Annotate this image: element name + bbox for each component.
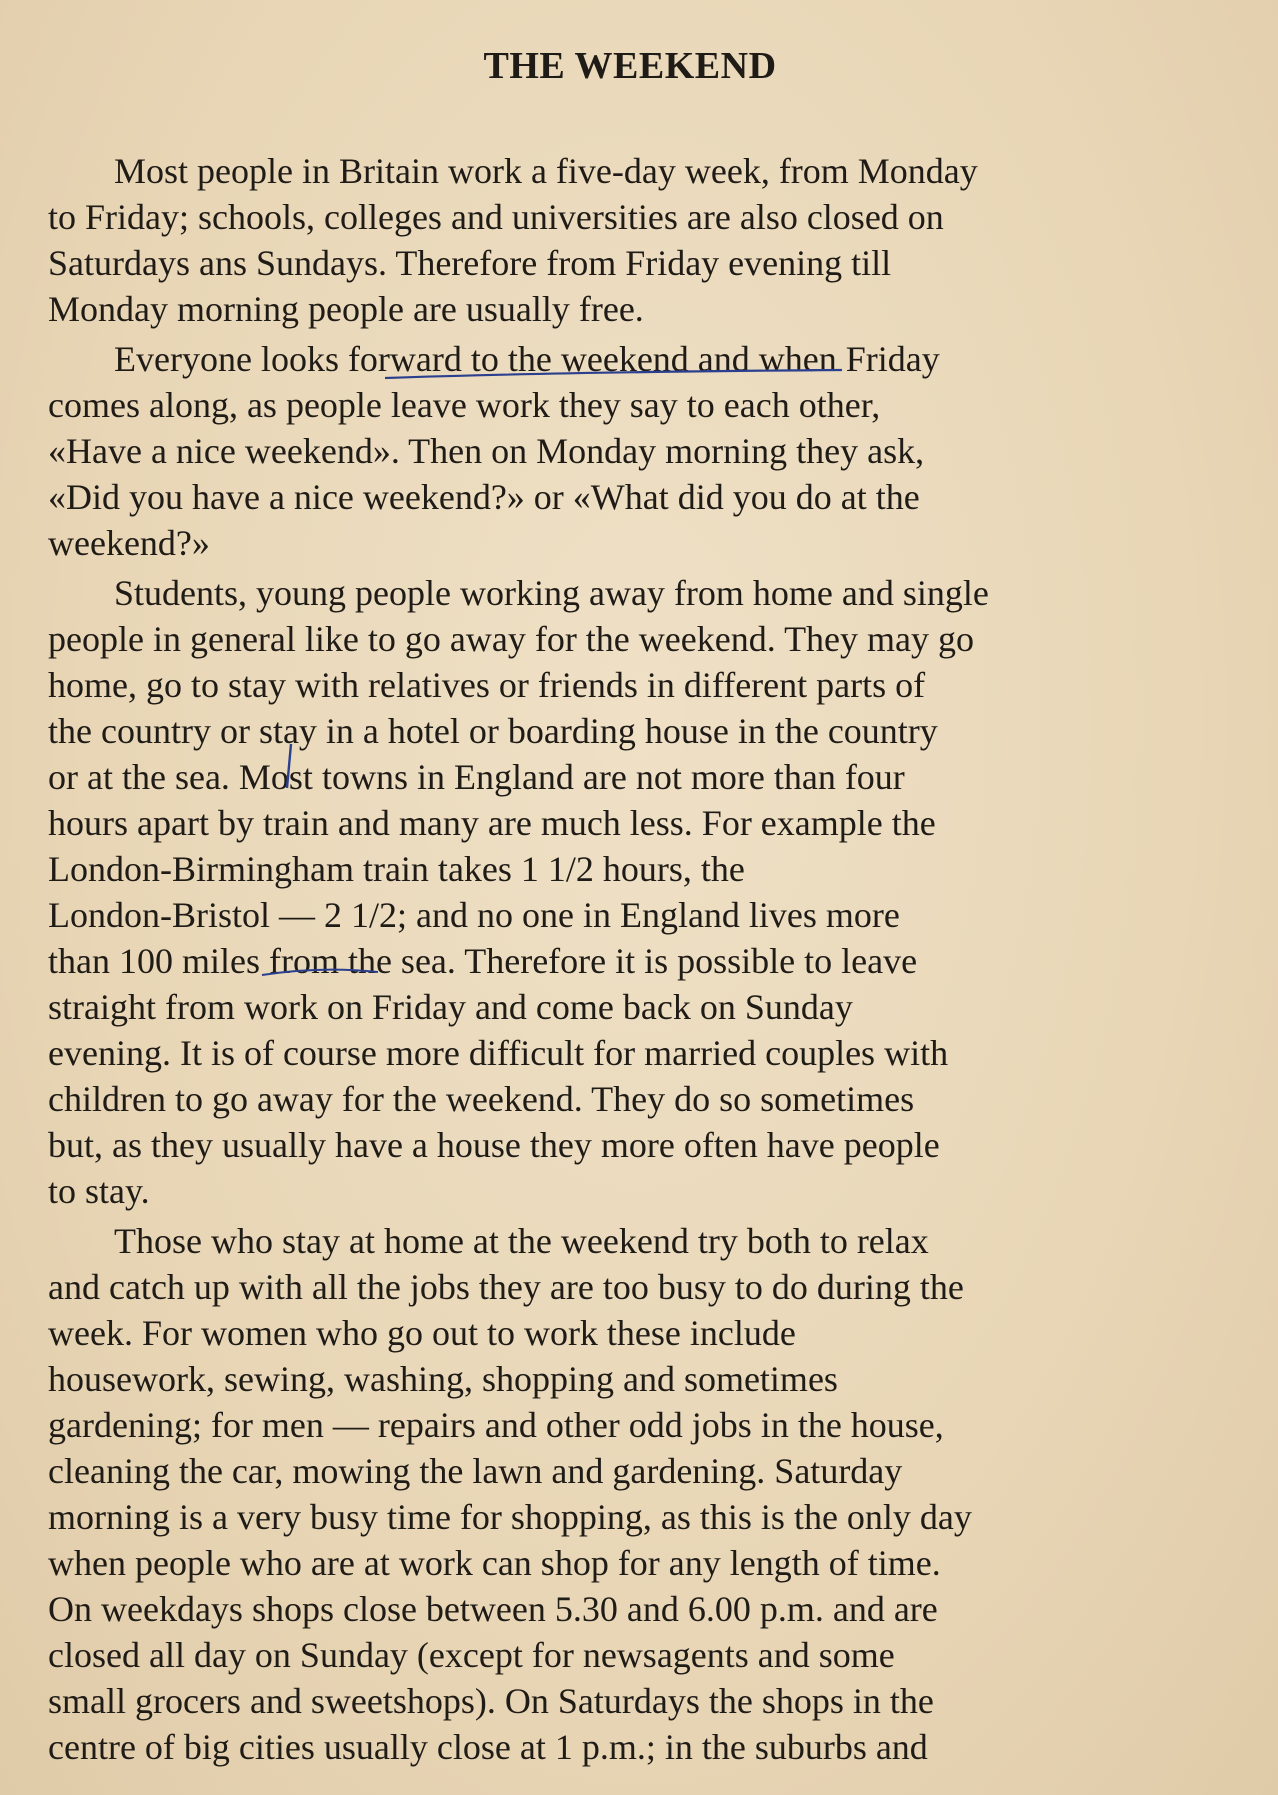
text-line: small grocers and sweetshops). On Saturdays the shops in the	[48, 1681, 934, 1721]
text-line: home, go to stay with relatives or friends in different parts of	[48, 665, 926, 705]
text-line: cleaning the car, mowing the lawn and gardening. Saturday	[48, 1451, 903, 1491]
text-line: centre of big cities usually close at 1 p.m.; in the suburbs and	[48, 1727, 928, 1767]
text-line: Monday morning people are usually free.	[48, 289, 644, 329]
page-title: THE WEEKEND	[483, 45, 777, 87]
text-line: On weekdays shops close between 5.30 and 6.00 p.m. and are	[48, 1589, 938, 1629]
text-line: gardening; for men — repairs and other odd jobs in the house,	[48, 1405, 944, 1445]
text-line: «Did you have a nice weekend?» or «What did you do at the	[48, 477, 920, 517]
text-line: people in general like to go away for the weekend. They may go	[48, 619, 975, 659]
text-line: the country or stay in a hotel or boarding house in the country	[48, 711, 938, 751]
text-line: week. For women who go out to work these include	[48, 1313, 796, 1353]
text-line: Saturdays ans Sundays. Therefore from Friday evening till	[48, 243, 892, 283]
paragraph-4	[48, 1218, 1198, 1770]
text-line: London-Bristol — 2 1/2; and no one in England lives more	[48, 895, 900, 935]
article-body	[48, 148, 1198, 1774]
text-line: Those who stay at home at the weekend try both to relax	[114, 1221, 929, 1261]
text-line: «Have a nice weekend». Then on Monday morning they ask,	[48, 431, 925, 471]
text-line: London-Birmingham train takes 1 1/2 hours, the	[48, 849, 745, 889]
text-line: housework, sewing, washing, shopping and sometimes	[48, 1359, 838, 1399]
text-line: Students, young people working away from home and single	[114, 573, 989, 613]
text-line: Most people in Britain work a five-day week, from Monday	[114, 151, 978, 191]
paragraph-2	[48, 336, 1198, 566]
text-line: comes along, as people leave work they say to each other,	[48, 385, 881, 425]
text-line: hours apart by train and many are much less. For example the	[48, 803, 936, 843]
text-line: weekend?»	[48, 523, 210, 563]
text-line: morning is a very busy time for shopping, as this is the only day	[48, 1497, 972, 1537]
text-line: to Friday; schools, colleges and universities are also closed on	[48, 197, 944, 237]
text-line: to stay.	[48, 1171, 150, 1211]
text-line: or at the sea. Most towns in England are not more than four	[48, 757, 905, 797]
text-line: Everyone looks forward to the weekend and when Friday	[114, 339, 940, 379]
text-line: than 100 miles from the sea. Therefore it is possible to leave	[48, 941, 918, 981]
text-line: and catch up with all the jobs they are too busy to do during the	[48, 1267, 964, 1307]
text-line: closed all day on Sunday (except for newsagents and some	[48, 1635, 895, 1675]
paragraph-3	[48, 570, 1198, 1214]
text-line: children to go away for the weekend. They do so sometimes	[48, 1079, 915, 1119]
paragraph-1	[48, 148, 1198, 332]
text-line: straight from work on Friday and come back on Sunday	[48, 987, 853, 1027]
text-line: but, as they usually have a house they more often have people	[48, 1125, 940, 1165]
text-line: when people who are at work can shop for any length of time.	[48, 1543, 941, 1583]
text-line: evening. It is of course more difficult for married couples with	[48, 1033, 949, 1073]
